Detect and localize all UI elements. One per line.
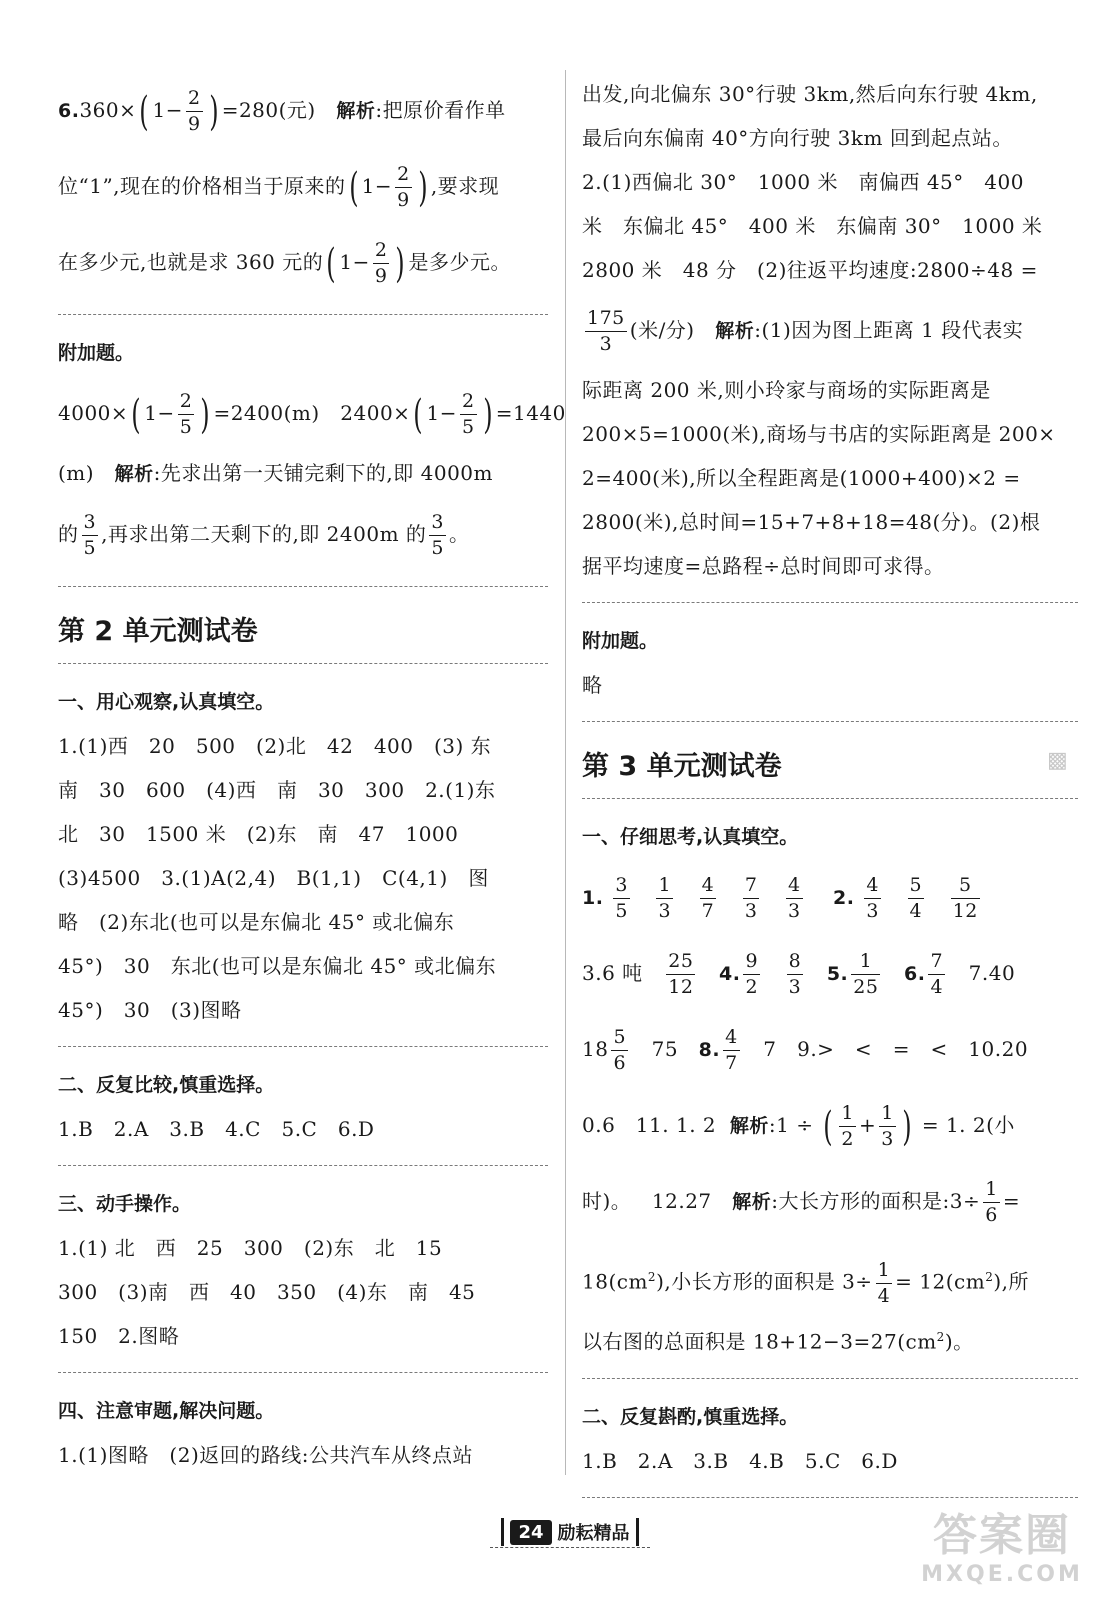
bonus-line-3: 的 $\frac{3}{5}$ ,再求出第二天剩下的,即 2400m 的 $\frac{3}{5}$ 。 bbox=[58, 511, 470, 559]
answer-line: 45°) 30 东北(也可以是东偏北 45° 或北偏东 bbox=[58, 954, 497, 978]
dashed-divider bbox=[58, 314, 548, 315]
fraction: $\frac{3}{5}$ bbox=[83, 511, 97, 559]
fraction: $\frac{2}{9}$ bbox=[187, 87, 201, 135]
fraction: $\frac{2}{5}$ bbox=[179, 390, 193, 438]
bookmark-icon: ▩ bbox=[1047, 748, 1068, 773]
footer-bar bbox=[636, 1518, 639, 1546]
answer-line: 300 (3)南 西 40 350 (4)东 南 45 bbox=[58, 1280, 476, 1304]
analysis-label: 解析 bbox=[114, 463, 154, 485]
bonus-answer: 略 bbox=[582, 673, 603, 697]
bonus-line-2: (m) 解析:先求出第一天铺完剩下的,即 4000m bbox=[58, 461, 493, 485]
answer-line: 2=400(米),所以全程距离是(1000+400)×2 = bbox=[582, 466, 1021, 490]
dashed-divider bbox=[582, 798, 1078, 799]
fill-row-6: $18(cm^2)$,小长方形的面积是 3÷ $\frac{1}{4}$ = $12(cm^2)$,所 bbox=[582, 1258, 1030, 1307]
answer-line: 1.(1) 北 西 25 300 (2)东 北 15 bbox=[58, 1236, 443, 1260]
right-column bbox=[582, 72, 1078, 1514]
section-2-answers: 1.B 2.A 3.B 4.C 5.C 6.D bbox=[58, 1117, 375, 1141]
fraction: $\frac{2}{9}$ bbox=[397, 163, 410, 211]
answer-line: 45°) 30 (3)图略 bbox=[58, 998, 242, 1022]
analysis-label: 解析 bbox=[715, 320, 755, 342]
footer-bar bbox=[501, 1518, 504, 1546]
section-3-title: 三、动手操作。 bbox=[58, 1193, 192, 1215]
analysis-label: 解析 bbox=[729, 1115, 769, 1137]
q6-line-2: 位“1”,现在的价格相当于原来的( 1− $\frac{2}{9}$ ) ,要求现 bbox=[58, 163, 500, 211]
dashed-divider bbox=[582, 1378, 1078, 1379]
brand-name: 励耘精品 bbox=[557, 1523, 630, 1544]
bonus-title: 附加题。 bbox=[582, 630, 659, 652]
bonus-line-1: 4000×( 1− $\frac{2}{5}$ ) =2400(m) 2400×( 1− $\frac{2}{5}$ ) =1440 bbox=[58, 390, 566, 438]
speed-line: $\frac{175}{3}$ (米/分) 解析:(1)因为图上距离 1 段代表实 bbox=[587, 307, 1024, 355]
answer-line: 南 30 600 (4)西 南 30 300 2.(1)东 bbox=[58, 778, 496, 802]
answer-line: 1.(1)图略 (2)返回的路线:公共汽车从终点站 bbox=[58, 1443, 473, 1467]
dashed-divider bbox=[58, 663, 548, 664]
dashed-divider bbox=[58, 586, 548, 587]
fill-row-2: 3.6 吨 $\frac{25}{12}$ 4. $\frac{9}{2}$ $\frac{8}{3}$ 5. $\frac{1}{25}$ 6. $\frac{7}{4}$ 7.40 bbox=[582, 950, 1016, 998]
fraction: $\frac{2}{5}$ bbox=[462, 390, 475, 438]
unit-3-title: 第 3 单元测试卷 bbox=[582, 751, 782, 782]
page-footer bbox=[470, 1512, 670, 1552]
dashed-divider bbox=[582, 721, 1078, 722]
answer-line: 出发,向北偏东 30°行驶 3km,然后向东行驶 4km, bbox=[582, 82, 1038, 106]
fraction: $\frac{3}{5}$ bbox=[431, 511, 444, 559]
answer-line: 北 30 1500 米 (2)东 南 47 1000 bbox=[58, 822, 459, 846]
q6-line-3: 在多少元,也就是求 360 元的( 1− $\frac{2}{9}$ ) 是多少元。 bbox=[58, 239, 512, 287]
analysis-label: 解析 bbox=[732, 1191, 772, 1213]
bonus-title: 附加题。 bbox=[58, 342, 135, 364]
fraction: $\frac{175}{3}$ bbox=[587, 307, 625, 355]
analysis-label: 解析 bbox=[336, 100, 376, 122]
left-column bbox=[58, 72, 566, 1477]
fill-row-1: 1. $\frac{3}{5}$ $\frac{1}{3}$ $\frac{4}{7}$ $\frac{7}{3}$ $\frac{4}{3}$ 2. $\frac{4}{3}$ $\frac{5}{4}$ $\frac{5}{12}$ bbox=[582, 874, 978, 922]
answer-line: 2.(1)西偏北 30° 1000 米 南偏西 45° 400 bbox=[582, 170, 1024, 194]
section-2-title: 二、反复比较,慎重选择。 bbox=[58, 1074, 275, 1096]
dashed-divider bbox=[58, 1165, 548, 1166]
answer-line: 略 (2)东北(也可以是东偏北 45° 或北偏东 bbox=[58, 910, 455, 934]
section-1-answers bbox=[58, 724, 548, 1032]
page-number: 24 bbox=[510, 1520, 551, 1545]
fraction: $\frac{2}{9}$ bbox=[374, 239, 388, 287]
answer-line: 150 2.图略 bbox=[58, 1324, 180, 1348]
answer-line: 际距离 200 米,则小玲家与商场的实际距离是 bbox=[582, 378, 991, 402]
column-divider bbox=[565, 70, 566, 1475]
section-1-title: 一、用心观察,认真填空。 bbox=[58, 691, 275, 713]
footer-dashed-line bbox=[490, 1547, 650, 1548]
watermark-logo: 答案圈 MXQE.COM bbox=[921, 1510, 1083, 1587]
dashed-divider bbox=[58, 1046, 548, 1047]
section-4-title: 四、注意审题,解决问题。 bbox=[58, 1400, 275, 1422]
answer-line: 200×5=1000(米),商场与书店的实际距离是 200× bbox=[582, 422, 1056, 446]
answer-line: 米 东偏北 45° 400 米 东偏南 30° 1000 米 bbox=[582, 214, 1043, 238]
section-1-title: 一、仔细思考,认真填空。 bbox=[582, 826, 799, 848]
answer-line: 2800(米),总时间=15+7+8+18=48(分)。(2)根 bbox=[582, 510, 1041, 534]
section-2-title: 二、反复斟酌,慎重选择。 bbox=[582, 1405, 799, 1428]
dashed-divider bbox=[582, 602, 1078, 603]
dashed-divider bbox=[582, 1497, 1078, 1498]
answer-line: 最后向东偏南 40°方向行驶 3km 回到起点站。 bbox=[582, 126, 1013, 150]
answer-line: 据平均速度=总路程÷总时间即可求得。 bbox=[582, 554, 945, 578]
fill-row-4: 0.6 11. 1. 2 解析:1 ÷ ( $\frac{1}{2}$ + $\frac{1}{3}$ ) = 1. 2(小 bbox=[582, 1102, 1015, 1150]
fill-row-5: 时)。 12.27 解析:大长方形的面积是:3÷ $\frac{1}{6}$ = bbox=[582, 1178, 1021, 1226]
answer-line: 1.(1)西 20 500 (2)北 42 400 (3) 东 bbox=[58, 734, 492, 758]
fill-row-7: 以右图的总面积是 $18+12-3=27(cm^2)$。 bbox=[582, 1329, 974, 1354]
dashed-divider bbox=[58, 1372, 548, 1373]
answer-line: 2800 米 48 分 (2)往返平均速度:2800÷48 = bbox=[582, 258, 1038, 282]
unit-2-title: 第 2 单元测试卷 bbox=[58, 616, 258, 647]
q6-line-1: 6.360×( 1− $\frac{2}{9}$ ) =280(元) 解析:把原价看作单 bbox=[58, 87, 506, 135]
fill-row-3: 18 $\frac{5}{6}$ 75 8. $\frac{4}{7}$ 7 9.> < = < 10.20 bbox=[582, 1026, 1029, 1074]
answer-line: (3)4500 3.(1)A(2,4) B(1,1) C(4,1) 图 bbox=[58, 866, 489, 890]
section-2-answers: 1.B 2.A 3.B 4.B 5.C 6.D bbox=[582, 1448, 898, 1473]
